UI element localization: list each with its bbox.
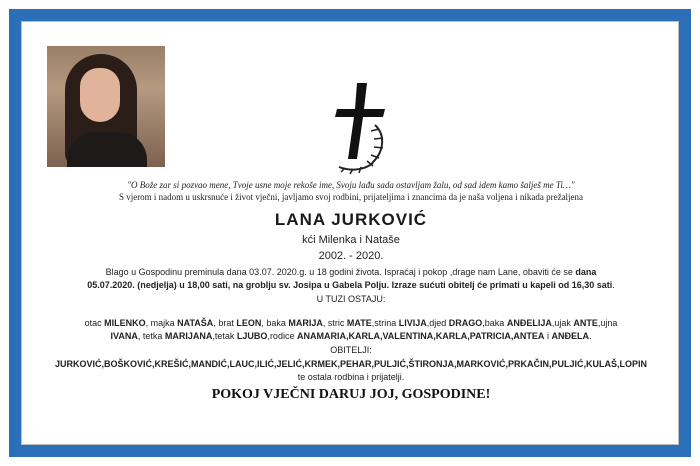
mourner-name: NATAŠA [177,318,214,328]
notice-card [21,21,679,445]
mourner-name: LJUBO [236,331,268,341]
mourner-name: MARIJANA [164,331,213,341]
relation-text: , stric [322,318,347,328]
deceased-name: LANA JURKOVIĆ [274,210,428,229]
cross-icon [327,79,397,179]
families-heading: OBITELJI: [330,345,372,355]
relation-text: ,strina [371,318,399,328]
mourners-line-2 [22,331,680,341]
mourners-heading: U TUZI OSTAJU: [316,294,386,304]
relation-text: i [544,331,552,341]
relation-text: ,rodice [267,331,297,341]
relation-text: ,ujak [551,318,574,328]
years-text: 2002. - 2020. [318,250,384,262]
mourner-name: ANĐELIJA [506,318,552,328]
relation-text: , tetka [137,331,165,341]
mourner-name: DRAGO [448,318,483,328]
portrait-photo [47,46,165,167]
death-details-line-1: Blago u Gospodinu preminula dana 03.07. 2020.g. u 18 godini života. Ispraćaj i pokop ,drage nam Lane, obaviti će se dana [105,267,597,277]
relation-text: ,djed [426,318,449,328]
mourner-name: MILENKO [104,318,146,328]
mourner-name: ANAMARIA,KARLA,VALENTINA,KARLA,PATRICIA,ANTEA [296,331,545,341]
quote-text: "O Bože zar si pozvao mene, Tvoje usne moje rekoše ime, Svoju lađu sada ostavljam žalu, od sad idem kamo šalješ me Ti…" [127,180,575,190]
mourner-name: MATE [346,318,372,328]
mourner-name: IVANA [110,331,138,341]
relation-text: , majka [145,318,178,328]
families-post: te ostala rodbina i prijatelji. [297,372,405,382]
relation-text: , brat [213,318,237,328]
mourner-name: ANTE [573,318,598,328]
relation-text: otac [84,318,105,328]
mourner-name: MARIJA [288,318,323,328]
death-details-line-2: 05.07.2020. (nedjelja) u 18,00 sati, na groblju sv. Josipa u Gabela Polju. Izraze sućuti obitelj će primati u kapeli od 16,30 sati. [87,280,615,290]
relation-text: , baka [261,318,289,328]
relation-text: . [588,331,592,341]
mourners-line-1 [22,318,680,328]
mourner-name: ANĐELA [551,331,589,341]
families-list: JURKOVIĆ,BOŠKOVIĆ,KREŠIĆ,MANDIĆ,LAUC,ILIĆ,JELIĆ,KRMEK,PEHAR,PULJIĆ,ŠTIRONJA,MARKOVIĆ,PRKAČIN,PULJIĆ,KULAŠ,LOPIN [54,359,648,369]
mourner-name: LIVIJA [398,318,427,328]
announcement-text: S vjerom i nadom u uskrsnuće i život vječni, javljamo svoj rodbini, prijateljima i znancima da je naša voljena i nikada prežaljena [118,192,584,202]
mourner-name: LEON [236,318,262,328]
parents-text: kći Milenka i Nataše [302,234,400,246]
relation-text: ,ujna [597,318,618,328]
relation-text: ,tetak [212,331,237,341]
relation-text: ,baka [482,318,507,328]
closing-prayer: POKOJ VJEČNI DARUJ JOJ, GOSPODINE! [211,387,491,402]
